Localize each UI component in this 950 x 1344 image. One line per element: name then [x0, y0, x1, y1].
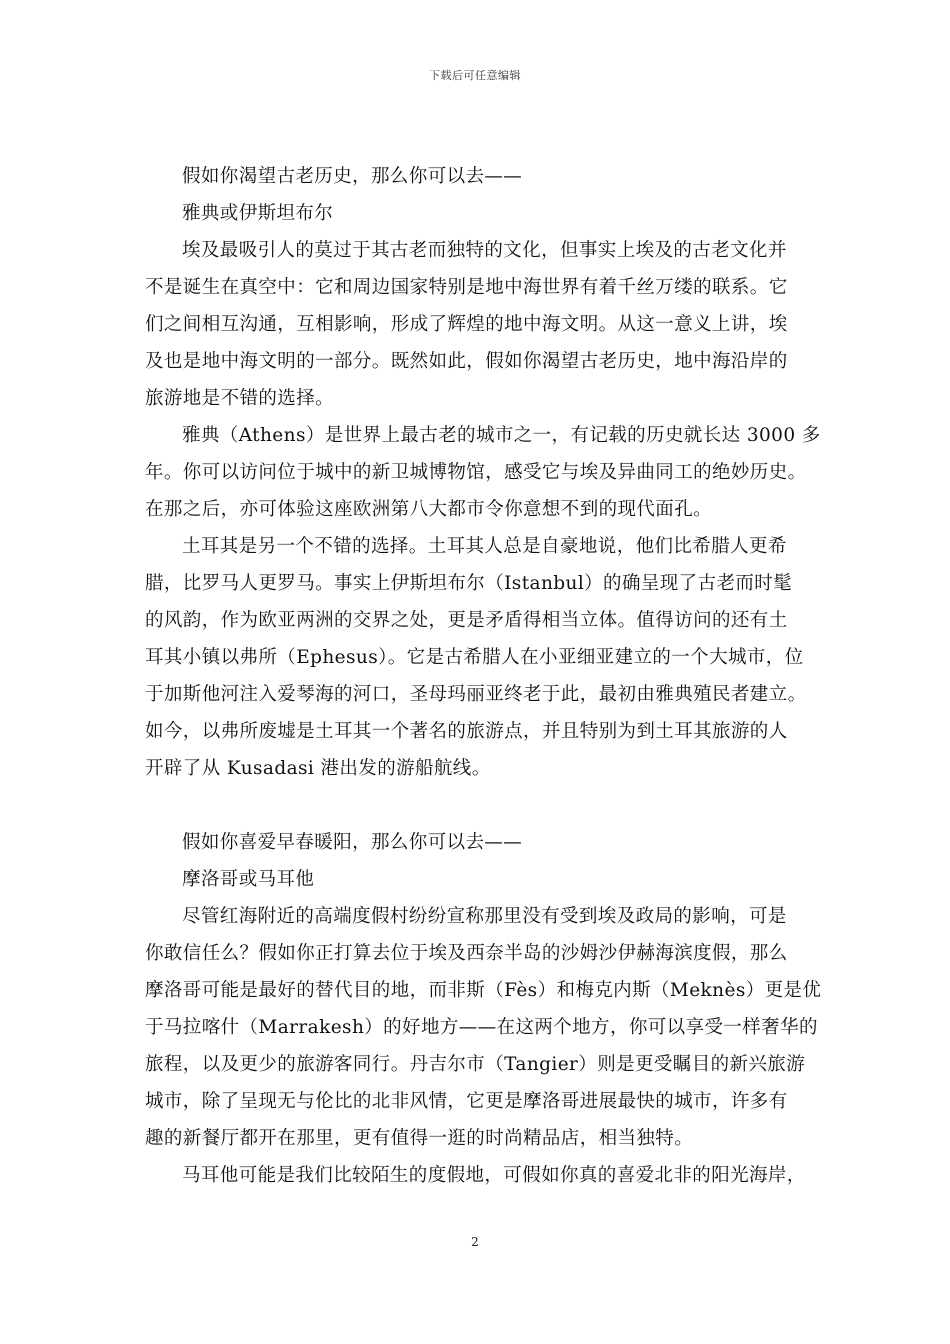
text-line: 尽管红海附近的高端度假村纷纷宣称那里没有受到埃及政局的影响，可是: [182, 906, 787, 927]
text-line: 在那之后，亦可体验这座欧洲第八大都市令你意想不到的现代面孔。: [145, 499, 713, 520]
paragraph: [145, 1157, 807, 1194]
text-line: 不是诞生在真空中：它和周边国家特别是地中海世界有着千丝万缕的联系。它: [145, 277, 788, 298]
text-line: 城市，除了呈现无与伦比的北非风情，它更是摩洛哥进展最快的城市，许多有: [145, 1091, 788, 1112]
text-line: 于加斯他河注入爱琴海的河口，圣母玛丽亚终老于此，最初由雅典殖民者建立。: [145, 684, 807, 705]
text-line: 摩洛哥可能是最好的替代目的地，而非斯（Fès）和梅克内斯（Meknès）更是优: [145, 980, 822, 1001]
section-heading: 假如你渴望古老历史，那么你可以去——: [182, 166, 523, 187]
paragraph: [145, 898, 822, 1157]
section-heading: 假如你喜爱早春暖阳，那么你可以去——: [182, 832, 523, 853]
text-line: 腊，比罗马人更罗马。事实上伊斯坦布尔（Istanbul）的确呈现了古老而时髦: [145, 573, 793, 594]
text-line: 年。你可以访问位于城中的新卫城博物馆，感受它与埃及异曲同工的绝妙历史。: [145, 462, 807, 483]
text-line: 趣的新餐厅都开在那里，更有值得一逛的时尚精品店，相当独特。: [145, 1128, 694, 1149]
document-body: [145, 158, 822, 1194]
paragraph: [145, 528, 807, 787]
text-line: 们之间相互沟通，互相影响，形成了辉煌的地中海文明。从这一意义上讲，埃: [145, 314, 788, 335]
text-line: 如今，以弗所废墟是土耳其一个著名的旅游点，并且特别为到土耳其旅游的人: [145, 721, 788, 742]
section-subheading: 雅典或伊斯坦布尔: [182, 203, 334, 224]
paragraph: [145, 417, 821, 528]
page-header: 下载后可任意编辑: [429, 69, 521, 82]
text-line: 于马拉喀什（Marrakesh）的好地方——在这两个地方，你可以享受一样奢华的: [145, 1017, 818, 1038]
section-subheading: 摩洛哥或马耳他: [182, 869, 315, 890]
text-line: 旅游地是不错的选择。: [145, 388, 335, 409]
text-line: 旅程，以及更少的旅游客同行。丹吉尔市（Tangier）则是更受瞩目的新兴旅游: [145, 1054, 806, 1075]
text-line: 马耳他可能是我们比较陌生的度假地，可假如你真的喜爱北非的阳光海岸，: [182, 1165, 806, 1186]
page-number: 2: [471, 1235, 479, 1249]
text-line: 你敢信任么？假如你正打算去位于埃及西奈半岛的沙姆沙伊赫海滨度假，那么: [145, 943, 788, 964]
blank-line: [145, 787, 807, 824]
text-line: 及也是地中海文明的一部分。既然如此，假如你渴望古老历史，地中海沿岸的: [145, 351, 788, 372]
text-line: 土耳其是另一个不错的选择。土耳其人总是自豪地说，他们比希腊人更希: [182, 536, 787, 557]
text-line: 耳其小镇以弗所（Ephesus）。它是古希腊人在小亚细亚建立的一个大城市，位: [145, 647, 804, 668]
paragraph: [145, 232, 807, 417]
text-line: 埃及最吸引人的莫过于其古老而独特的文化，但事实上埃及的古老文化并: [182, 240, 787, 261]
text-line: 雅典（Athens）是世界上最古老的城市之一，有记载的历史就长达 3000 多: [182, 425, 821, 446]
text-line: 的风韵，作为欧亚两洲的交界之处，更是矛盾得相当立体。值得访问的还有土: [145, 610, 788, 631]
text-line: 开辟了从 Kusadasi 港出发的游船航线。: [145, 758, 491, 779]
